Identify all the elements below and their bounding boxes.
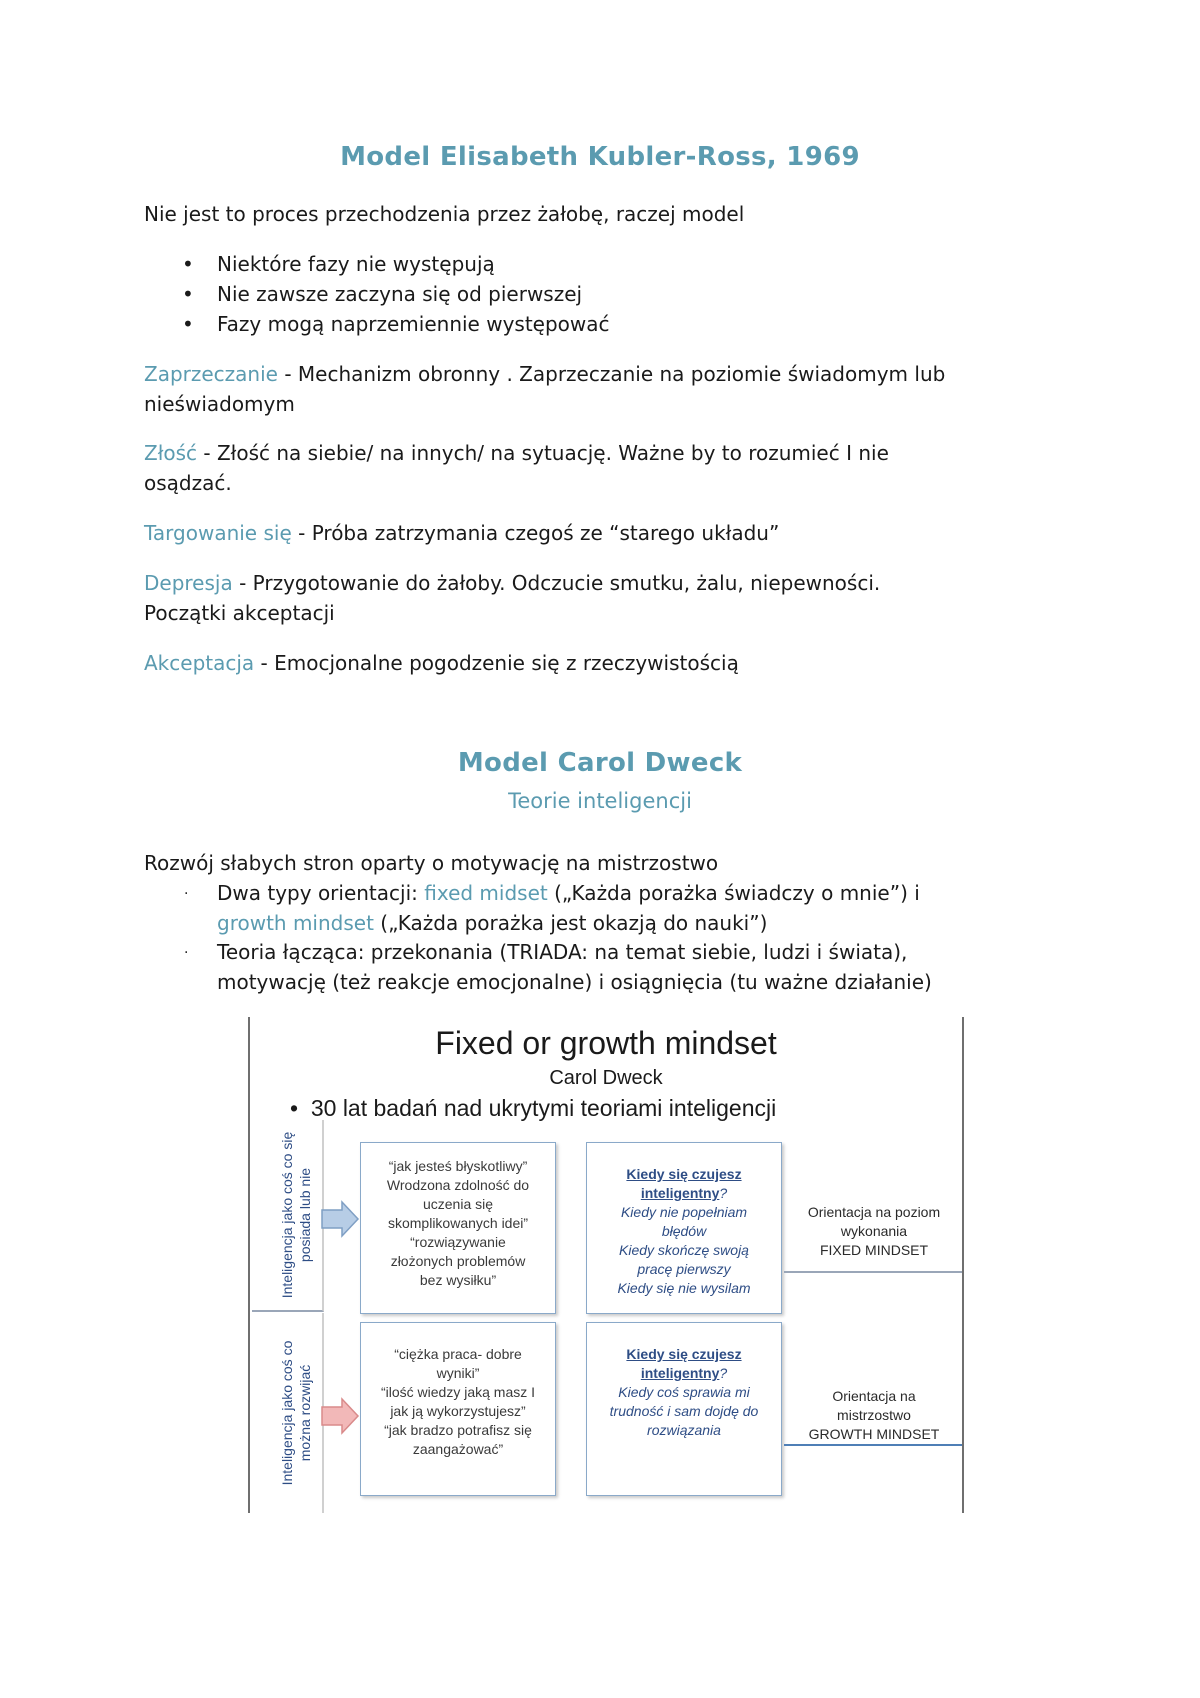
stage-text: - Emocjonalne pogodzenie się z rzeczywistością [254, 651, 739, 675]
box-line: bez wysiłku” [419, 1272, 497, 1288]
bullet-icon: · [184, 886, 189, 902]
side-label-fixed [278, 1125, 314, 1305]
stage-name: Depresja [144, 571, 233, 595]
box-line: złożonych problemów [390, 1253, 526, 1269]
box-line: Kiedy nie popełniam [620, 1204, 748, 1220]
bullet-text: Teoria łącząca: przekonania (TRIADA: na temat siebie, ludzi i świata), [217, 940, 908, 964]
figure-title: Fixed or growth mindset [435, 1025, 777, 1061]
box-line: “ciężka praca- dobre [394, 1346, 522, 1362]
frame-right [962, 1017, 964, 1513]
box-heading: inteligentny [640, 1185, 720, 1201]
box-line: wyniki” [436, 1365, 480, 1381]
stage-anger [144, 438, 1064, 498]
box-line: “rozwiązywanie [410, 1234, 506, 1250]
growth-feel-box: Kiedy się czujesz inteligentny? Kiedy coś sprawia mi trudność i sam dojdę do rozwiązania [586, 1322, 782, 1496]
stage-name: Zaprzeczanie [144, 362, 278, 386]
box-line: “ilość wiedzy jaką masz I [380, 1384, 536, 1400]
stage-text: - Złość na siebie/ na innych/ na sytuację. Ważne by to rozumieć I nie [197, 441, 889, 465]
bullet-icon: • [290, 1095, 311, 1121]
bullet-icon: • [182, 282, 194, 306]
bullet-text: („Każda porażka świadczy o mnie”) i [547, 881, 920, 905]
growth-mindset-term: growth mindset [217, 911, 374, 935]
bullet-text: Dwa typy orientacji: [217, 881, 425, 905]
box-line: błędów [661, 1223, 707, 1239]
orient-line: wykonania [840, 1223, 908, 1239]
box-line: Kiedy coś sprawia mi [618, 1384, 750, 1400]
arrow-right-icon [320, 1397, 360, 1435]
stage-acceptance [144, 648, 1064, 678]
box-line: trudność i sam dojdę do [609, 1403, 759, 1419]
fixed-midset-term: fixed midset [424, 881, 548, 905]
dweck-title: Model Carol Dweck [457, 748, 743, 778]
orient-line: mistrzostwo [837, 1407, 911, 1423]
box-line: Wrodzona zdolność do [386, 1177, 530, 1193]
orient-label: FIXED MINDSET [819, 1242, 929, 1258]
stage-bargaining [144, 518, 1064, 548]
kubler-title: Model Elisabeth Kubler-Ross, 1969 [340, 142, 860, 172]
stage-depression [144, 568, 1064, 628]
box-line: “jak bradzo potrafisz się [384, 1422, 532, 1438]
side-text: można rozwijać [297, 1364, 313, 1462]
box-heading: inteligentny [640, 1365, 720, 1381]
bullet-icon: · [184, 945, 189, 961]
kubler-bullet-2: Nie zawsze zaczyna się od pierwszej [217, 282, 583, 306]
kubler-bullet-1: Niektóre fazy nie występują [217, 252, 495, 276]
figure-bullet-text: 30 lat badań nad ukrytymi teoriami inteligencji [310, 1095, 777, 1121]
box-line: Kiedy się nie wysilam [617, 1280, 751, 1296]
kubler-intro: Nie jest to proces przechodzenia przez żałobę, raczej model [144, 202, 745, 226]
stage-text-cont: nieświadomym [144, 392, 295, 416]
side-text: Inteligencja jako coś co [279, 1340, 295, 1486]
fixed-feel-box: Kiedy się czujesz inteligentny? Kiedy nie popełniam błędów Kiedy skończę swoją pracę pierwszy Kiedy się nie wysilam [586, 1142, 782, 1314]
mindset-diagram [248, 1017, 964, 1513]
divider-fixed [784, 1271, 962, 1273]
box-line: jak ją wykorzystujesz” [390, 1403, 526, 1419]
dweck-bullet-1 [217, 878, 1057, 938]
bullet-text: („Każda porażka jest okazją do nauki”) [373, 911, 768, 935]
fixed-orientation [786, 1203, 962, 1260]
stage-text: - Przygotowanie do żałoby. Odczucie smutku, żalu, niepewności. [232, 571, 881, 595]
stage-name: Targowanie się [144, 521, 292, 545]
arrow-right-icon [320, 1200, 360, 1238]
box-line: pracę pierwszy [637, 1261, 731, 1277]
growth-beliefs-box [360, 1322, 556, 1496]
orient-label: GROWTH MINDSET [808, 1426, 940, 1442]
fixed-beliefs-box [360, 1142, 556, 1314]
bullet-icon: • [182, 312, 194, 336]
growth-orientation [786, 1387, 962, 1444]
stage-text: - Mechanizm obronny . Zaprzeczanie na poziomie świadomym lub [277, 362, 946, 386]
frame-left [248, 1017, 250, 1513]
bullet-icon: • [182, 252, 194, 276]
stage-text: - Próba zatrzymania czegoś ze “starego układu” [291, 521, 780, 545]
kubler-bullet-3: Fazy mogą naprzemiennie występować [217, 312, 610, 336]
divider-growth [784, 1444, 962, 1446]
orient-line: Orientacja na [832, 1388, 916, 1404]
box-line: uczenia się [422, 1196, 494, 1212]
box-heading: Kiedy się czujesz [626, 1166, 742, 1182]
box-line: skomplikowanych idei” [387, 1215, 529, 1231]
box-line: rozwiązania [647, 1422, 721, 1438]
stage-text-cont: osądzać. [144, 471, 232, 495]
figure-bullet [290, 1095, 890, 1122]
box-line: “jak jesteś błyskotliwy” [388, 1158, 528, 1174]
side-label-growth [278, 1323, 314, 1503]
stage-name: Akceptacja [144, 651, 255, 675]
side-text: Inteligencja jako coś co się [279, 1131, 295, 1299]
box-heading: Kiedy się czujesz [626, 1346, 742, 1362]
box-line: zaangażować” [412, 1441, 504, 1457]
stage-denial [144, 359, 1064, 419]
stage-name: Złość [144, 441, 198, 465]
figure-author: Carol Dweck [549, 1067, 663, 1089]
dweck-bullet-2 [217, 937, 1057, 997]
dweck-subtitle: Teorie inteligencji [508, 789, 692, 813]
orient-line: Orientacja na poziom [807, 1204, 941, 1220]
bullet-text: motywację (też reakcje emocjonalne) i osiągnięcia (tu ważne działanie) [217, 970, 932, 994]
stage-text-cont: Początki akceptacji [144, 601, 335, 625]
dweck-intro: Rozwój słabych stron oparty o motywację na mistrzostwo [144, 851, 719, 875]
box-line: Kiedy skończę swoją [619, 1242, 749, 1258]
side-text: posiada lub nie [297, 1167, 313, 1263]
